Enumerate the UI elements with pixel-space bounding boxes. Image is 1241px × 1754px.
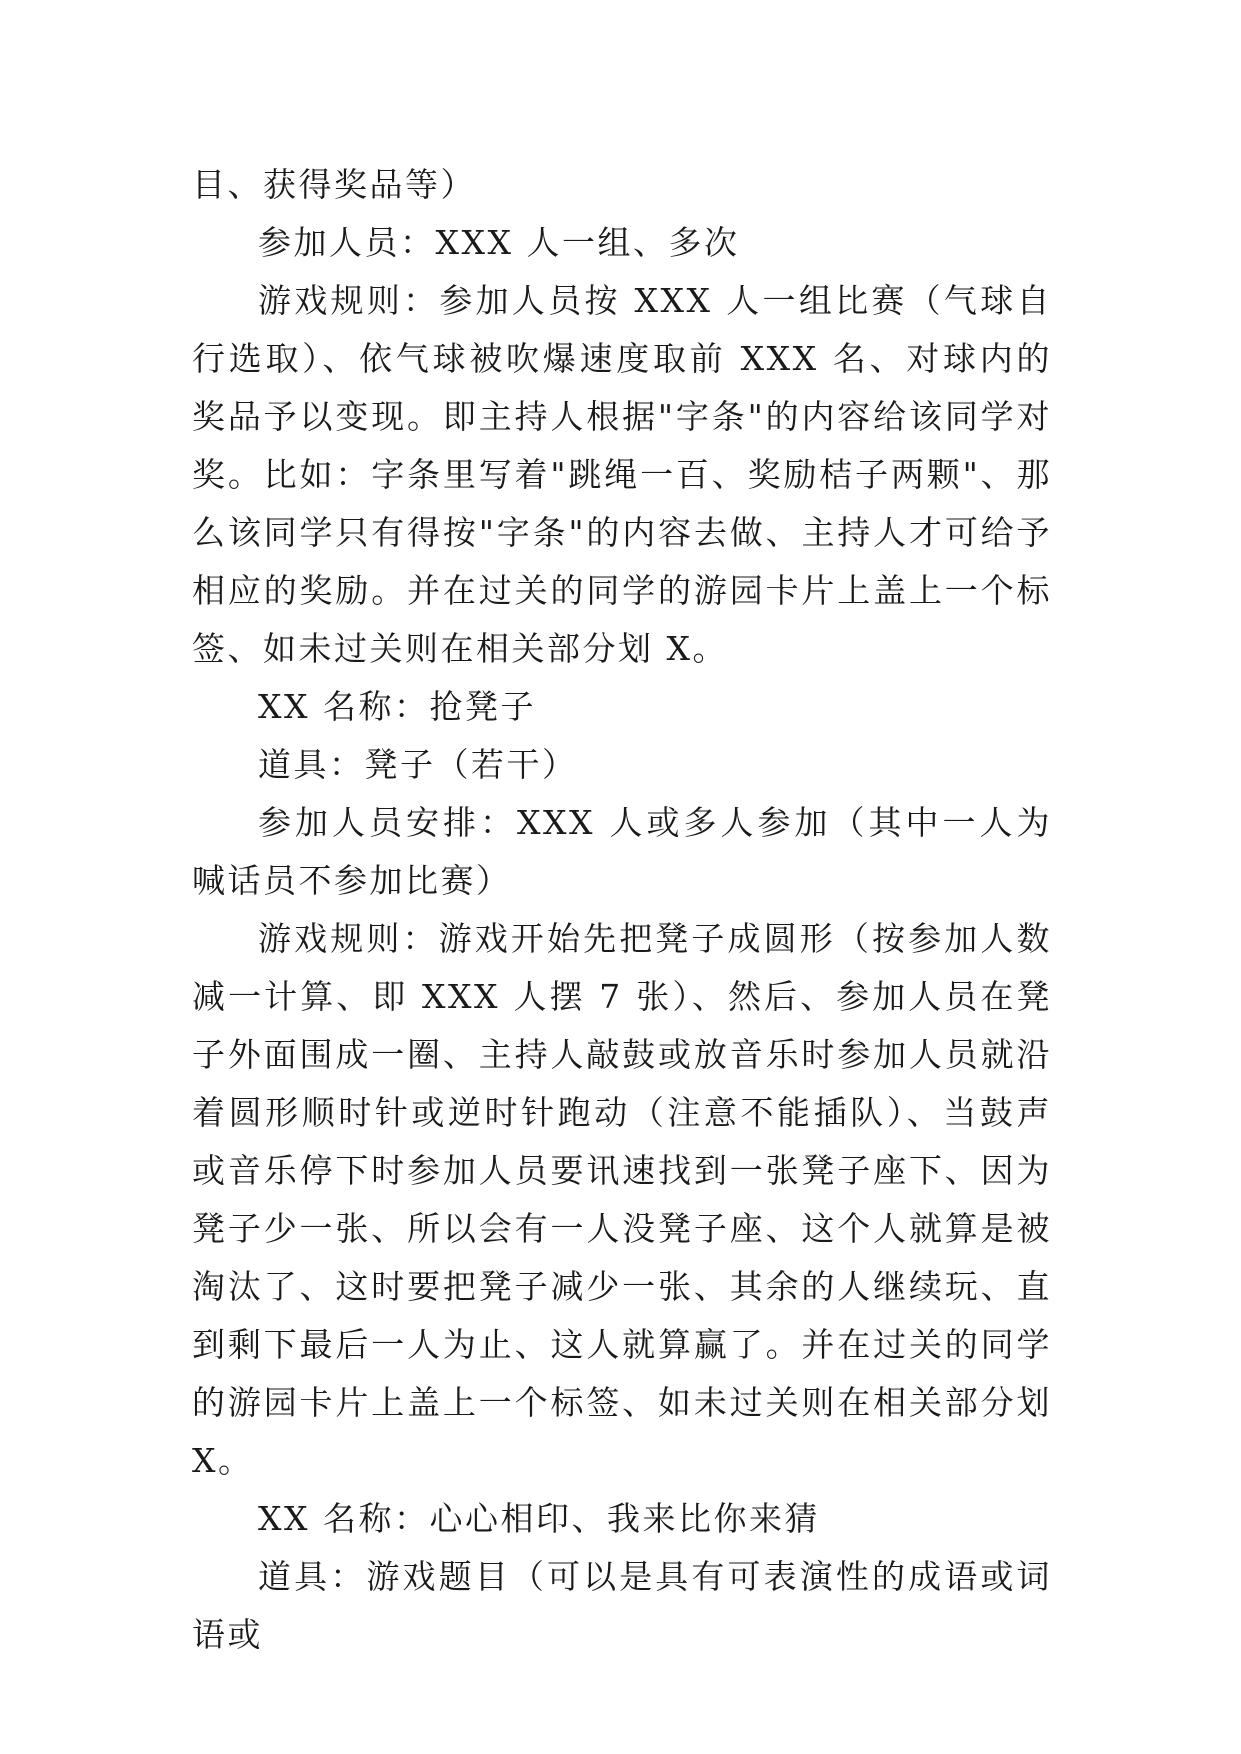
paragraph-game-name-chairs: XX 名称：抢凳子 xyxy=(258,687,536,726)
paragraph-participants: 参加人员：XXX 人一组、多次 xyxy=(258,223,740,262)
document-body xyxy=(192,156,1052,1664)
paragraph-game-name-guess: XX 名称：心心相印、我来比你来猜 xyxy=(258,1499,820,1538)
paragraph-prizes-continuation: 目、获得奖品等） xyxy=(192,165,476,204)
paragraph-participant-arrangement: 参加人员安排：XXX 人或多人参加（其中一人为喊话员不参加比赛） xyxy=(192,803,1052,900)
paragraph-props-guess: 道具：游戏题目（可以是具有可表演性的成语或词语或 xyxy=(192,1557,1052,1654)
paragraph-balloon-rules: 游戏规则：参加人员按 XXX 人一组比赛（气球自行选取）、依气球被吹爆速度取前 XXX 名、对球内的奖品予以变现。即主持人根据"字条"的内容给该同学对奖。比如：字条里写着"跳绳一百、奖励桔子两颗"、那么该同学只有得按"字条"的内容去做、主持人才可给予相应的奖励。并在过关的同学的游园卡片上盖上一个标签、如未过关则在相关部分划 X。 xyxy=(192,281,1052,668)
paragraph-chairs-rules: 游戏规则：游戏开始先把凳子成圆形（按参加人数减一计算、即 XXX 人摆 7 张）、然后、参加人员在凳子外面围成一圈、主持人敲鼓或放音乐时参加人员就沿着圆形顺时针或逆时针跑动（注意不能插队）、当鼓声或音乐停下时参加人员要讯速找到一张凳子座下、因为凳子少一张、所以会有一人没凳子座、这个人就算是被淘汰了、这时要把凳子减少一张、其余的人继续玩、直到剩下最后一人为止、这人就算赢了。并在过关的同学的游园卡片上盖上一个标签、如未过关则在相关部分划 X。 xyxy=(192,919,1052,1480)
paragraph-props-chairs: 道具：凳子（若干） xyxy=(258,745,578,784)
